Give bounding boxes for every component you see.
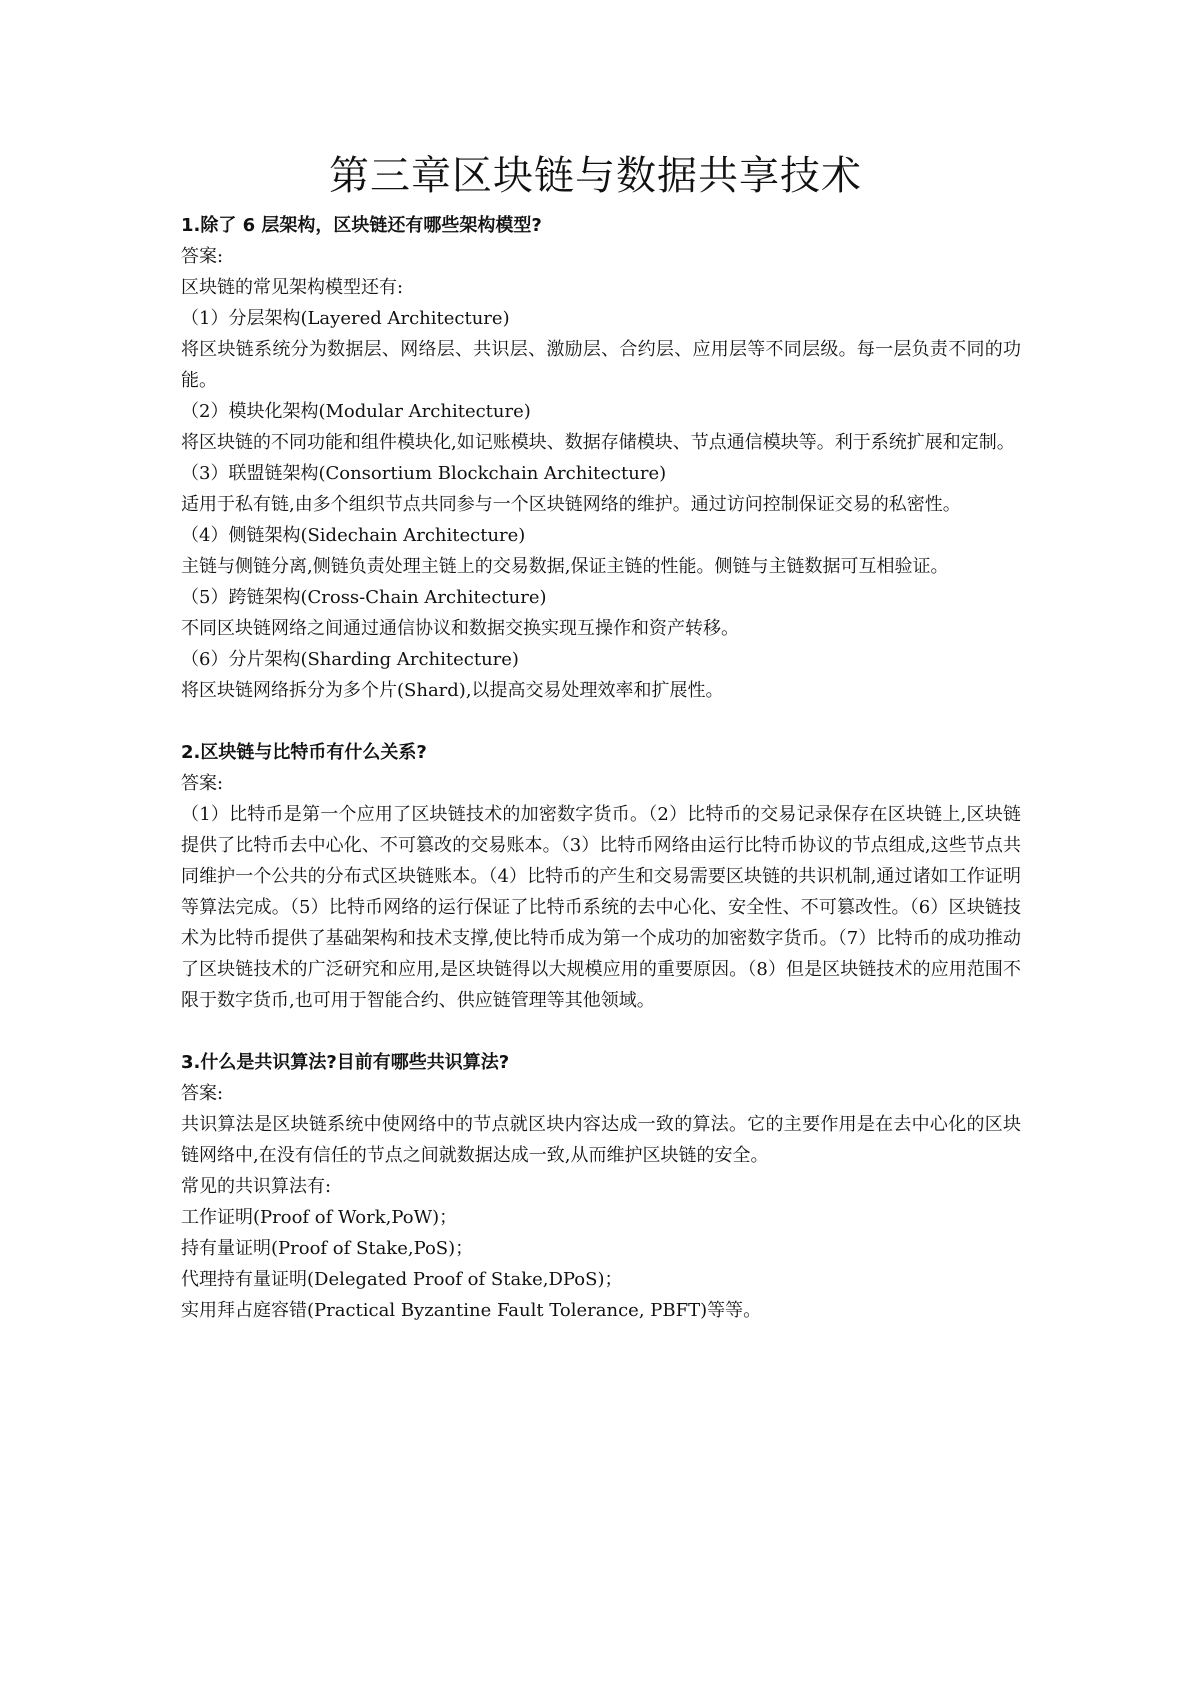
item-heading: （4）侧链架构(Sidechain Architecture) bbox=[181, 525, 526, 546]
item-text: 不同区块链网络之间通过通信协议和数据交换实现互操作和资产转移。 bbox=[181, 618, 739, 639]
answer-paragraph: （1）比特币是第一个应用了区块链技术的加密数字货币。（2）比特币的交易记录保存在区块链上,区块链提供了比特币去中心化、不可篡改的交易账本。（3）比特币网络由运行比特币协议的节点组成,这些节点共同维护一个公共的分布式区块链账本。（4）比特币的产生和交易需要区块链的共识机制,通过诸如工作证明等算法完成。（5）比特币网络的运行保证了比特币系统的去中心化、安全性、不可篡改性。（6）区块链技术为比特币提供了基础架构和技术支撑,使比特币成为第一个成功的加密数字货币。（7）比特币的成功推动了区块链技术的广泛研究和应用,是区块链得以大规模应用的重要原因。（8）但是区块链技术的应用范围不限于数字货币,也可用于智能合约、供应链管理等其他领域。 bbox=[181, 804, 1021, 1011]
list-item: 实用拜占庭容错(Practical Byzantine Fault Tolerance, PBFT)等等。 bbox=[181, 1300, 762, 1321]
question-heading: 1.除了 6 层架构，区块链还有哪些架构模型? bbox=[181, 215, 542, 236]
section-2 bbox=[181, 737, 1021, 1016]
answer-label: 答案: bbox=[181, 773, 224, 794]
item-heading: （3）联盟链架构(Consortium Blockchain Architecture) bbox=[181, 463, 667, 484]
list-item: 持有量证明(Proof of Stake,PoS)； bbox=[181, 1238, 474, 1259]
item-heading: （1）分层架构(Layered Architecture) bbox=[181, 308, 510, 329]
list-item: 代理持有量证明(Delegated Proof of Stake,DPoS)； bbox=[181, 1269, 623, 1290]
list-item: 工作证明(Proof of Work,PoW)； bbox=[181, 1207, 458, 1228]
list-intro: 常见的共识算法有: bbox=[181, 1176, 332, 1197]
item-text: 适用于私有链,由多个组织节点共同参与一个区块链网络的维护。通过访问控制保证交易的私密性。 bbox=[181, 494, 961, 515]
item-text: 将区块链系统分为数据层、网络层、共识层、激励层、合约层、应用层等不同层级。每一层负责不同的功能。 bbox=[181, 339, 1021, 391]
answer-paragraph: 共识算法是区块链系统中使网络中的节点就区块内容达成一致的算法。它的主要作用是在去中心化的区块链网络中,在没有信任的节点之间就数据达成一致,从而维护区块链的安全。 bbox=[181, 1114, 1021, 1166]
answer-intro: 区块链的常见架构模型还有: bbox=[181, 277, 404, 298]
section-1 bbox=[181, 210, 1021, 706]
document-body bbox=[181, 210, 1021, 1326]
item-heading: （2）模块化架构(Modular Architecture) bbox=[181, 401, 531, 422]
question-heading: 3.什么是共识算法?目前有哪些共识算法? bbox=[181, 1052, 510, 1073]
answer-label: 答案: bbox=[181, 1083, 224, 1104]
section-spacer bbox=[181, 706, 1021, 737]
page-title: 第三章区块链与数据共享技术 bbox=[329, 153, 862, 199]
item-text: 主链与侧链分离,侧链负责处理主链上的交易数据,保证主链的性能。侧链与主链数据可互相验证。 bbox=[181, 556, 949, 577]
section-3 bbox=[181, 1047, 1021, 1326]
answer-label: 答案: bbox=[181, 246, 224, 267]
item-text: 将区块链网络拆分为多个片(Shard),以提高交易处理效率和扩展性。 bbox=[181, 680, 724, 701]
section-spacer bbox=[181, 1016, 1021, 1047]
question-heading: 2.区块链与比特币有什么关系? bbox=[181, 742, 427, 763]
item-heading: （5）跨链架构(Cross-Chain Architecture) bbox=[181, 587, 547, 608]
item-text: 将区块链的不同功能和组件模块化,如记账模块、数据存储模块、节点通信模块等。利于系统扩展和定制。 bbox=[181, 432, 1015, 453]
item-heading: （6）分片架构(Sharding Architecture) bbox=[181, 649, 519, 670]
